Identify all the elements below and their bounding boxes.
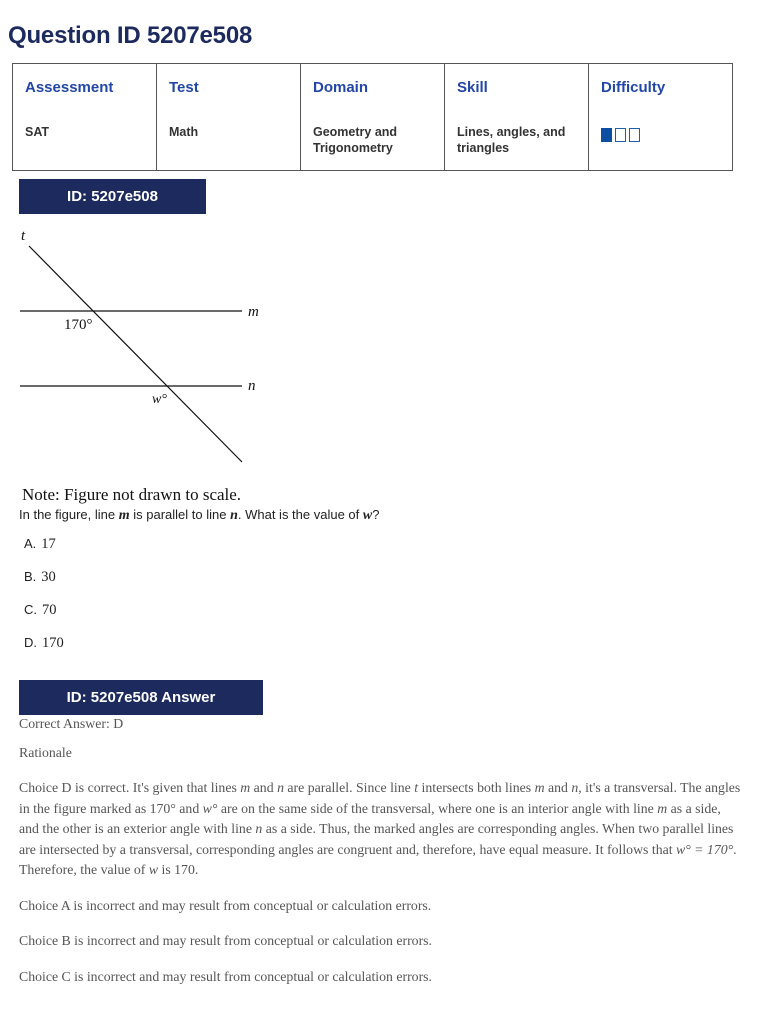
rationale-text: are on the same side of the transversal, where one is an interior angle with line xyxy=(217,800,658,816)
rationale-choice-a: Choice A is incorrect and may result from conceptual or calculation errors. xyxy=(19,898,432,913)
parallel-lines-figure xyxy=(14,224,274,474)
domain-line-1: Geometry and xyxy=(313,124,398,139)
rationale-text: intersects both lines xyxy=(418,780,535,795)
line-t xyxy=(29,246,242,462)
choice-value: 30 xyxy=(41,569,56,585)
choice-value: 17 xyxy=(41,536,56,552)
meta-test-value: Math xyxy=(157,110,301,171)
rationale-var: m xyxy=(657,800,668,816)
answer-id-banner: ID: 5207e508 Answer xyxy=(19,680,263,715)
difficulty-square xyxy=(615,128,626,142)
figure-note: Note: Figure not drawn to scale. xyxy=(22,485,242,504)
rationale-text: are parallel. Since line xyxy=(283,780,415,795)
rationale-text: Choice D is correct. It's given that lines xyxy=(19,780,241,795)
choice-value: 70 xyxy=(42,602,57,618)
meta-header-difficulty: Difficulty xyxy=(589,64,733,110)
rationale-text: and xyxy=(250,780,278,795)
rationale-var: t xyxy=(414,780,419,795)
angle-170-label: 170° xyxy=(64,317,93,333)
angle-w-label: w° xyxy=(152,392,167,407)
rationale-text: as a side. Thus, the marked angles are corresponding angles. When two parallel lines are intersected by a transversal, corresponding angles are congruent and, therefore, have equal measure. It follows that xyxy=(19,821,734,857)
stem-var-w: w xyxy=(362,508,373,523)
choice-letter: D. xyxy=(24,635,37,650)
choice-value: 170 xyxy=(42,635,64,651)
rationale-text: and xyxy=(544,780,572,795)
difficulty-indicator xyxy=(601,128,720,142)
meta-header-skill: Skill xyxy=(445,64,589,110)
rationale-var: w° xyxy=(202,800,218,816)
choice-c[interactable] xyxy=(24,602,57,619)
rationale-heading: Rationale xyxy=(19,745,72,760)
stem-text-1: In the figure, line xyxy=(19,507,119,522)
choice-letter: B. xyxy=(24,569,37,584)
domain-line-2: Trigonometry xyxy=(313,140,393,155)
meta-header-domain: Domain xyxy=(301,64,445,110)
rationale-paragraph xyxy=(19,778,744,881)
meta-assessment-value: SAT xyxy=(13,110,157,171)
stem-text-3: . What is the value of xyxy=(237,507,363,522)
rationale-var: n xyxy=(571,780,579,795)
page-title: Question ID 5207e508 xyxy=(8,22,253,49)
choice-a[interactable] xyxy=(24,536,56,553)
rationale-choice-c: Choice C is incorrect and may result from conceptual or calculation errors. xyxy=(19,969,432,984)
question-meta-table xyxy=(12,63,733,171)
rationale-text: as a side, and the other is an exterior angle with line xyxy=(19,800,721,836)
skill-line-2: triangles xyxy=(457,140,510,155)
meta-difficulty-value xyxy=(589,110,733,171)
rationale-var: n xyxy=(277,780,284,795)
difficulty-square xyxy=(601,128,612,142)
label-t: t xyxy=(21,228,26,244)
correct-answer: Correct Answer: D xyxy=(19,716,124,731)
meta-header-row xyxy=(13,64,733,110)
choice-b[interactable] xyxy=(24,569,56,586)
rationale-text: , it's a transversal. The angles in the figure marked as 170° and xyxy=(19,780,741,816)
rationale-var: m xyxy=(534,780,545,795)
rationale-choice-b: Choice B is incorrect and may result from conceptual or calculation errors. xyxy=(19,933,432,948)
rationale-var: w xyxy=(148,862,159,877)
stem-text-2: is parallel to line xyxy=(129,507,231,522)
difficulty-square xyxy=(629,128,640,142)
rationale-text: is 170. xyxy=(158,862,199,877)
label-n: n xyxy=(248,378,256,394)
meta-header-test: Test xyxy=(157,64,301,110)
choice-letter: A. xyxy=(24,536,37,551)
question-stem xyxy=(19,507,379,524)
meta-domain-value xyxy=(301,110,445,171)
stem-var-n: n xyxy=(230,508,238,523)
question-id-banner: ID: 5207e508 xyxy=(19,179,206,214)
skill-line-1: Lines, angles, and xyxy=(457,124,566,139)
choice-letter: C. xyxy=(24,602,37,617)
rationale-text: . Therefore, the value of xyxy=(19,841,737,877)
label-m: m xyxy=(248,304,259,320)
rationale-var: n xyxy=(255,821,263,836)
meta-value-row xyxy=(13,110,733,171)
rationale-var: m xyxy=(240,780,251,795)
meta-header-assessment: Assessment xyxy=(13,64,157,110)
stem-text-4: ? xyxy=(372,507,380,522)
choice-d[interactable] xyxy=(24,635,64,652)
rationale-var: w° = 170° xyxy=(676,841,734,857)
stem-var-m: m xyxy=(118,508,130,523)
meta-skill-value xyxy=(445,110,589,171)
